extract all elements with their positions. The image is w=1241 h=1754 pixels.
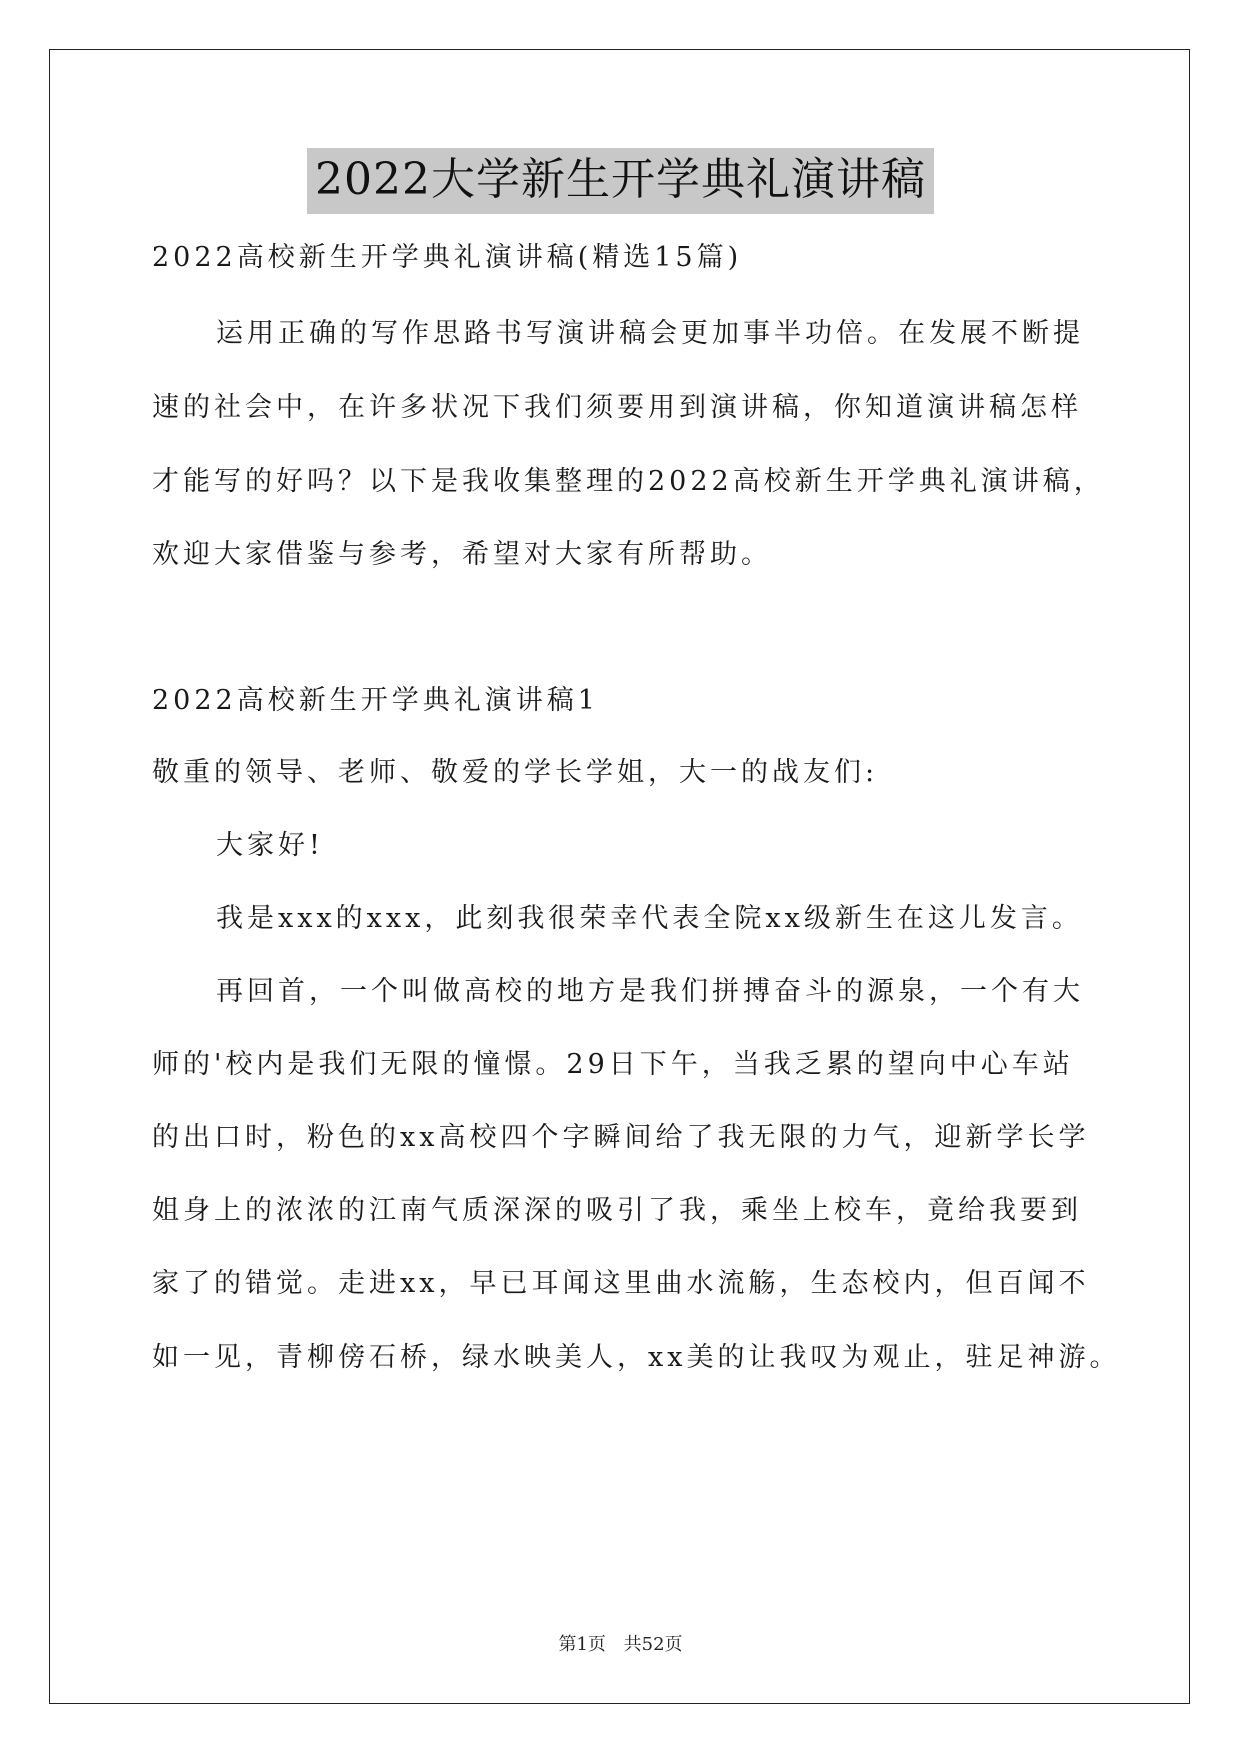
paragraph-line: 速的社会中，在许多状况下我们须要用到演讲稿，你知道演讲稿怎样	[152, 392, 1082, 423]
paragraph-line: 师的'校内是我们无限的憧憬。29日下午，当我乏累的望向中心车站	[152, 1049, 1074, 1080]
paragraph-line: 再回首，一个叫做高校的地方是我们拼搏奋斗的源泉，一个有大	[216, 976, 1084, 1007]
page-border	[49, 49, 1190, 1704]
page-number-current: 第1页	[558, 1634, 606, 1655]
document-title-block	[0, 148, 1241, 214]
page-number-total: 共52页	[623, 1634, 683, 1655]
paragraph-line: 姐身上的浓浓的江南气质深深的吸引了我，乘坐上校车，竟给我要到	[152, 1195, 1082, 1226]
paragraph-line: 家了的错觉。走进xx，早已耳闻这里曲水流觞，生态校内，但百闻不	[152, 1268, 1090, 1299]
document-title: 2022大学新生开学典礼演讲稿	[307, 148, 934, 214]
paragraph-line: 才能写的好吗？以下是我收集整理的2022高校新生开学典礼演讲稿，	[152, 466, 1105, 497]
salutation-line: 敬重的领导、老师、敬爱的学长学姐，大一的战友们:	[152, 757, 879, 788]
page-footer	[0, 1633, 1241, 1657]
section-heading: 2022高校新生开学典礼演讲稿1	[152, 685, 599, 716]
greeting-line: 大家好!	[216, 830, 324, 861]
paragraph-line: 我是xxx的xxx，此刻我很荣幸代表全院xx级新生在这儿发言。	[216, 903, 1083, 934]
paragraph-line: 欢迎大家借鉴与参考，希望对大家有所帮助。	[152, 539, 772, 570]
paragraph-line: 的出口时，粉色的xx高校四个字瞬间给了我无限的力气，迎新学长学	[152, 1122, 1090, 1153]
subtitle-line: 2022高校新生开学典礼演讲稿(精选15篇)	[152, 242, 743, 273]
paragraph-line: 运用正确的写作思路书写演讲稿会更加事半功倍。在发展不断提	[216, 318, 1084, 349]
paragraph-line: 如一见，青柳傍石桥，绿水映美人，xx美的让我叹为观止，驻足神游。	[152, 1342, 1121, 1373]
